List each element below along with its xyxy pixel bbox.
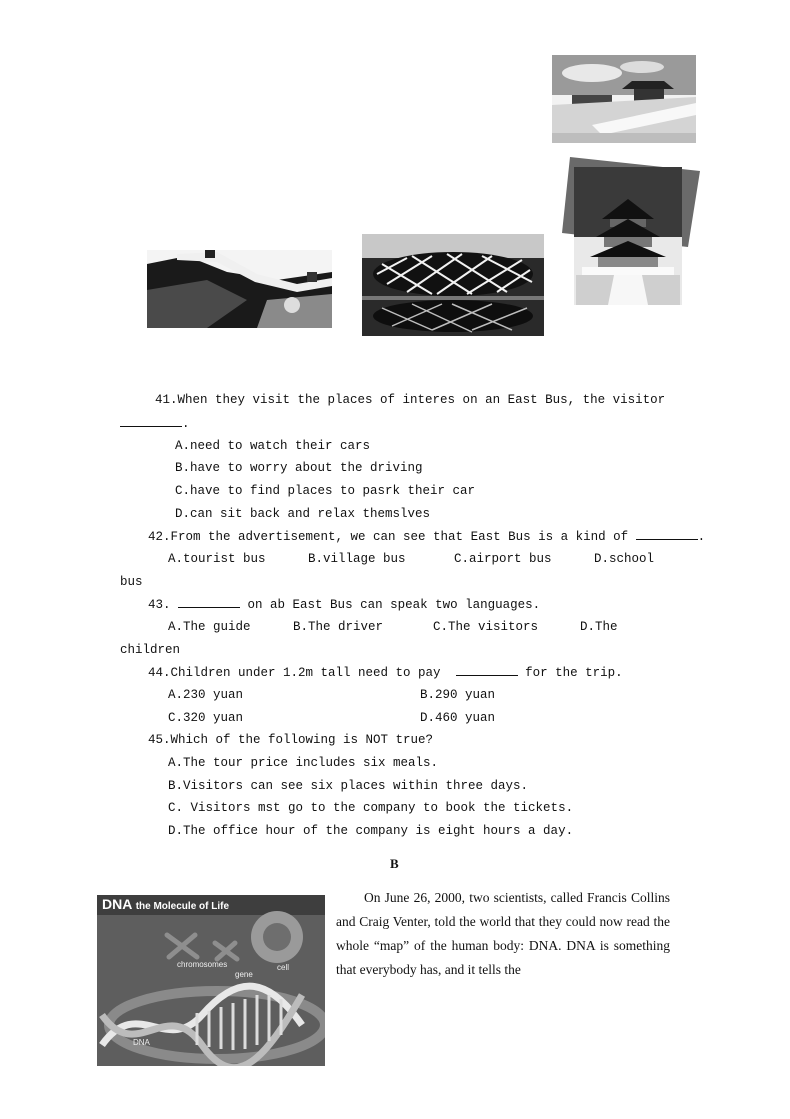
question-42-stem: 42.From the advertisement, we can see that East Bus is a kind of . <box>148 530 706 544</box>
great-wall-photo <box>147 250 332 328</box>
section-heading: B <box>390 856 399 871</box>
question-43-option-d: D.The <box>580 620 618 634</box>
question-41-option-b: B.have to worry about the driving <box>175 461 423 475</box>
question-44-option-a: A.230 yuan <box>168 688 244 702</box>
dna-label-gene: gene <box>235 970 253 979</box>
dna-figure <box>97 895 325 1066</box>
temple-of-heaven-photo <box>562 157 700 305</box>
question-41-option-a: A.need to watch their cars <box>175 439 371 453</box>
question-45-option-b: B.Visitors can see six places within three days. <box>168 779 529 793</box>
dna-label-chromosomes: chromosomes <box>177 960 228 969</box>
question-43-option-d-wrap: children <box>120 643 181 657</box>
question-42-option-b: B.village bus <box>308 552 406 566</box>
dna-figure-title: DNA the Molecule of Life <box>102 896 230 912</box>
question-41-blank: . <box>120 415 190 432</box>
question-45-stem: 45.Which of the following is NOT true? <box>148 733 434 747</box>
question-45-option-d: D.The office hour of the company is eight hours a day. <box>168 824 574 838</box>
question-41-option-d: D.can sit back and relax themslves <box>175 507 431 521</box>
forbidden-city-photo <box>552 55 696 143</box>
question-45-option-c: C. Visitors mst go to the company to book the tickets. <box>168 801 574 815</box>
birds-nest-photo <box>362 234 544 336</box>
question-43-option-a: A.The guide <box>168 620 251 634</box>
question-44-option-d: D.460 yuan <box>420 711 496 725</box>
question-44-option-b: B.290 yuan <box>420 688 496 702</box>
question-42-option-d-wrap: bus <box>120 575 143 589</box>
question-44-stem: 44.Children under 1.2m tall need to pay for the trip. <box>148 666 623 680</box>
question-43-stem: 43. on ab East Bus can speak two languages. <box>148 598 541 612</box>
question-45-option-a: A.The tour price includes six meals. <box>168 756 439 770</box>
question-41-option-c: C.have to find places to pasrk their car <box>175 484 476 498</box>
question-42-option-a: A.tourist bus <box>168 552 266 566</box>
question-42-option-d: D.school <box>594 552 655 566</box>
passage-b-paragraph: On June 26, 2000, two scientists, called Francis Collins and Craig Venter, told the world that they could now read the whole “map” of the human body: DNA. DNA is something that everybody has, and it tells the <box>336 890 670 977</box>
dna-label-dna: DNA <box>133 1038 150 1047</box>
question-43-option-c: C.The visitors <box>433 620 539 634</box>
question-42-option-c: C.airport bus <box>454 552 552 566</box>
question-43-option-b: B.The driver <box>293 620 384 634</box>
question-41-stem: 41.When they visit the places of interes on an East Bus, the visitor <box>155 393 666 407</box>
dna-label-cell: cell <box>277 963 290 972</box>
question-44-option-c: C.320 yuan <box>168 711 244 725</box>
